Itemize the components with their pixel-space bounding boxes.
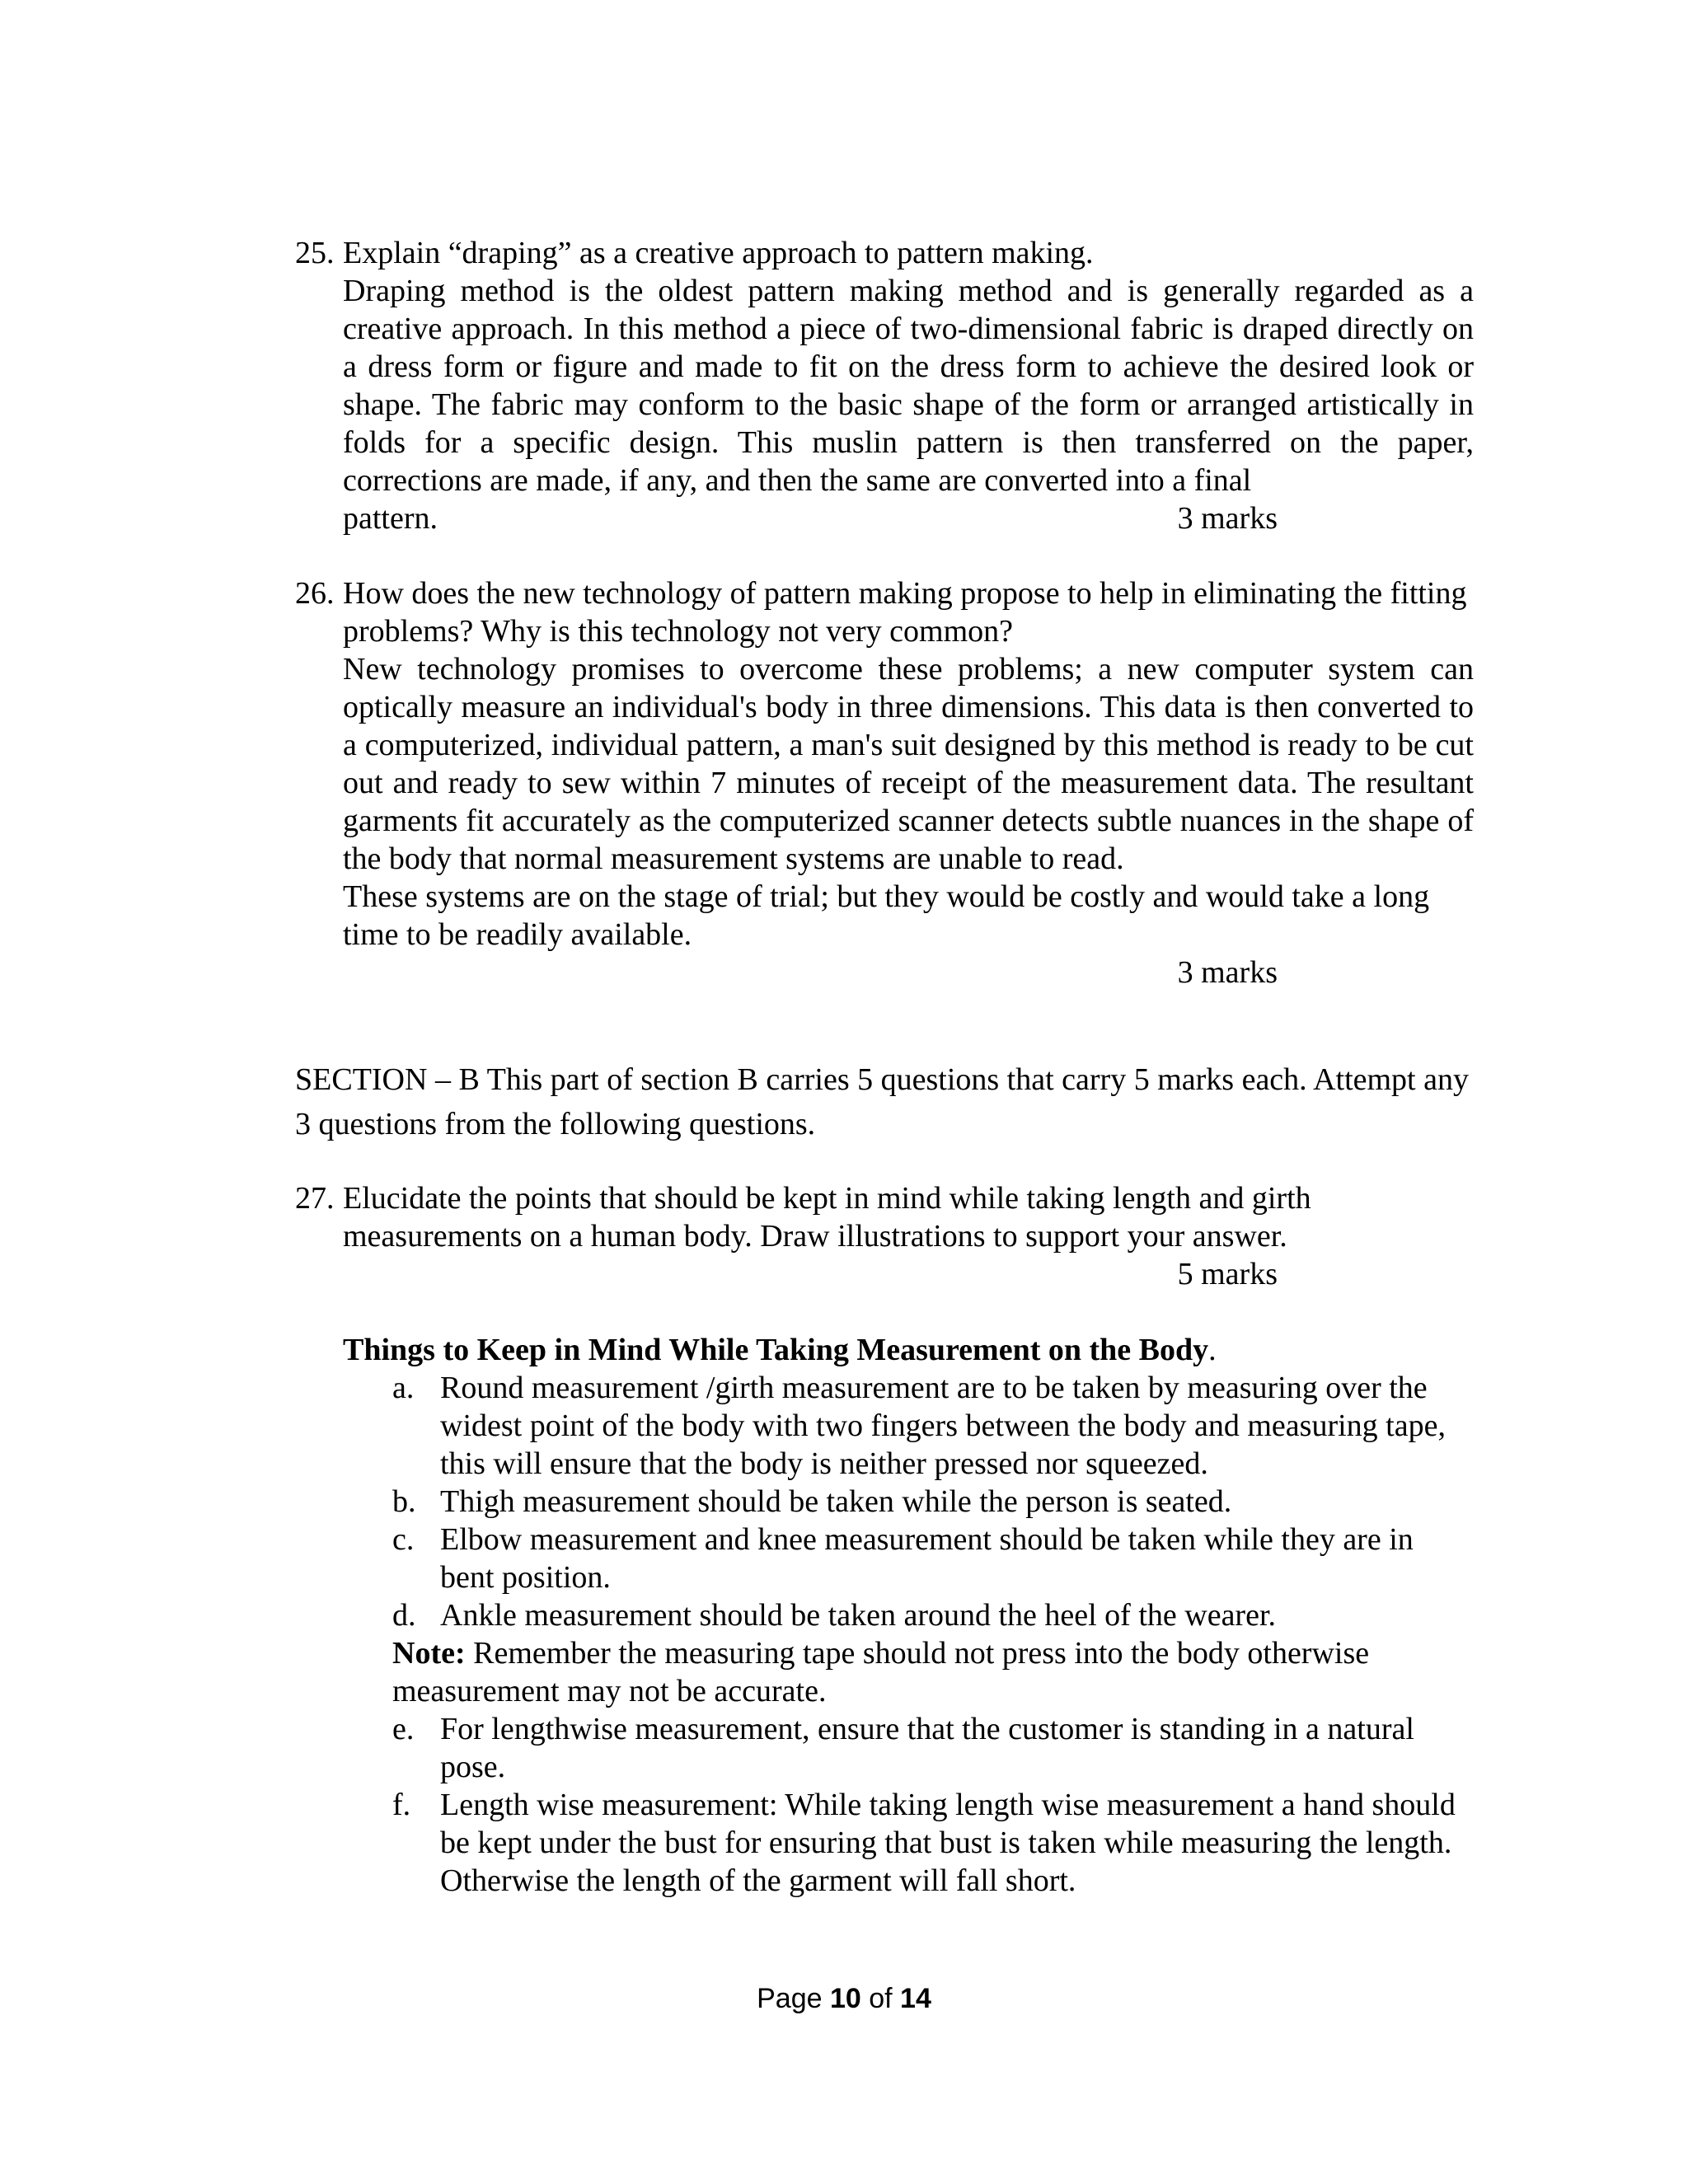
question-text: Explain “draping” as a creative approach to pattern making. — [343, 236, 1094, 270]
tips-title-end: . — [1208, 1333, 1217, 1367]
section-b-instructions: SECTION – B This part of section B carries 5 questions that carry 5 marks each. Attempt any 3 questions from the following questions. — [295, 1062, 1469, 1141]
item-letter: e. — [392, 1712, 415, 1746]
question-number: 26. — [295, 576, 335, 611]
answer-text-2: These systems are on the stage of trial; but they would be costly and would take a long time to be readily available. — [343, 879, 1430, 952]
list-item — [392, 1596, 1472, 1634]
tips-title: Things to Keep in Mind While Taking Measurement on the Body — [343, 1333, 1209, 1367]
list-item — [392, 1521, 1472, 1596]
item-letter: f. — [392, 1788, 411, 1822]
note — [392, 1634, 1472, 1710]
question-number: 27. — [295, 1181, 335, 1216]
item-text: Thigh measurement should be taken while the person is seated. — [440, 1484, 1232, 1519]
marks-label: 3 marks — [1177, 501, 1278, 536]
item-letter: d. — [392, 1598, 416, 1633]
item-text: Round measurement /girth measurement are to be taken by measuring over the widest point of the body with two fingers between the body and measuring tape, this will ensure that the body is neither pressed nor squeezed. — [440, 1371, 1446, 1481]
list-item — [392, 1369, 1472, 1483]
total-pages-number: 14 — [900, 1983, 931, 2014]
question-26 — [295, 574, 1474, 991]
item-text: For lengthwise measurement, ensure that the customer is standing in a natural pose. — [440, 1712, 1414, 1784]
answer-last-word: pattern. — [343, 501, 438, 536]
question-text: How does the new technology of pattern making propose to help in eliminating the fitting problems? Why is this technology not very common? — [343, 576, 1467, 649]
marks-label: 5 marks — [1177, 1257, 1278, 1291]
question-text: Elucidate the points that should be kept in mind while taking length and girth measurements on a human body. Draw illustrations to support your answer. — [343, 1181, 1311, 1254]
question-number: 25. — [295, 236, 335, 270]
measurement-tips — [343, 1331, 1480, 1900]
page-footer — [0, 1982, 1688, 2015]
item-text: Ankle measurement should be taken around the heel of the wearer. — [440, 1598, 1277, 1633]
list-item — [392, 1786, 1472, 1900]
item-letter: a. — [392, 1371, 415, 1405]
answer-last-line — [343, 499, 1278, 537]
answer-text: New technology promises to overcome these problems; a new computer system can optically measure an individual's body in three dimensions. This data is then converted to a computerized, individual pattern, a man's suit designed by this method is ready to be cut out and ready to sew within 7 minutes of receipt of the measurement data. The resultant garments fit accurately as the computerized scanner detects subtle nuances in the shape of the body that normal measurement systems are unable to read. — [343, 652, 1474, 876]
note-text: Remember the measuring tape should not press into the body otherwise measurement may not be accurate. — [392, 1636, 1370, 1708]
list-item — [392, 1483, 1472, 1521]
marks-label: 3 marks — [1177, 955, 1278, 990]
question-27 — [295, 1179, 1474, 1293]
answer-text: Draping method is the oldest pattern making method and is generally regarded as a creative approach. In this method a piece of two-dimensional fabric is draped directly on a dress form or figure and made to fit on the dress form to achieve the desired look or shape. The fabric may conform to the basic shape of the form or arranged artistically in folds for a specific design. This muslin pattern is then transferred on the paper, corrections are made, if any, and then the same are converted into a final — [343, 274, 1474, 498]
note-label: Note: — [392, 1636, 466, 1671]
item-text: Length wise measurement: While taking length wise measurement a hand should be kept under the bust for ensuring that bust is taken while measuring the length. Otherwise the length of the garment will fall short. — [440, 1788, 1456, 1898]
item-letter: c. — [392, 1522, 415, 1557]
tips-list — [392, 1369, 1472, 1900]
question-25 — [295, 234, 1474, 537]
page-word: Page — [757, 1983, 830, 2014]
of-word: of — [860, 1983, 901, 2014]
current-page-number: 10 — [829, 1983, 861, 2014]
item-letter: b. — [392, 1484, 416, 1519]
item-text: Elbow measurement and knee measurement should be taken while they are in bent position. — [440, 1522, 1414, 1595]
tips-heading — [343, 1331, 1480, 1369]
list-item — [392, 1710, 1472, 1786]
